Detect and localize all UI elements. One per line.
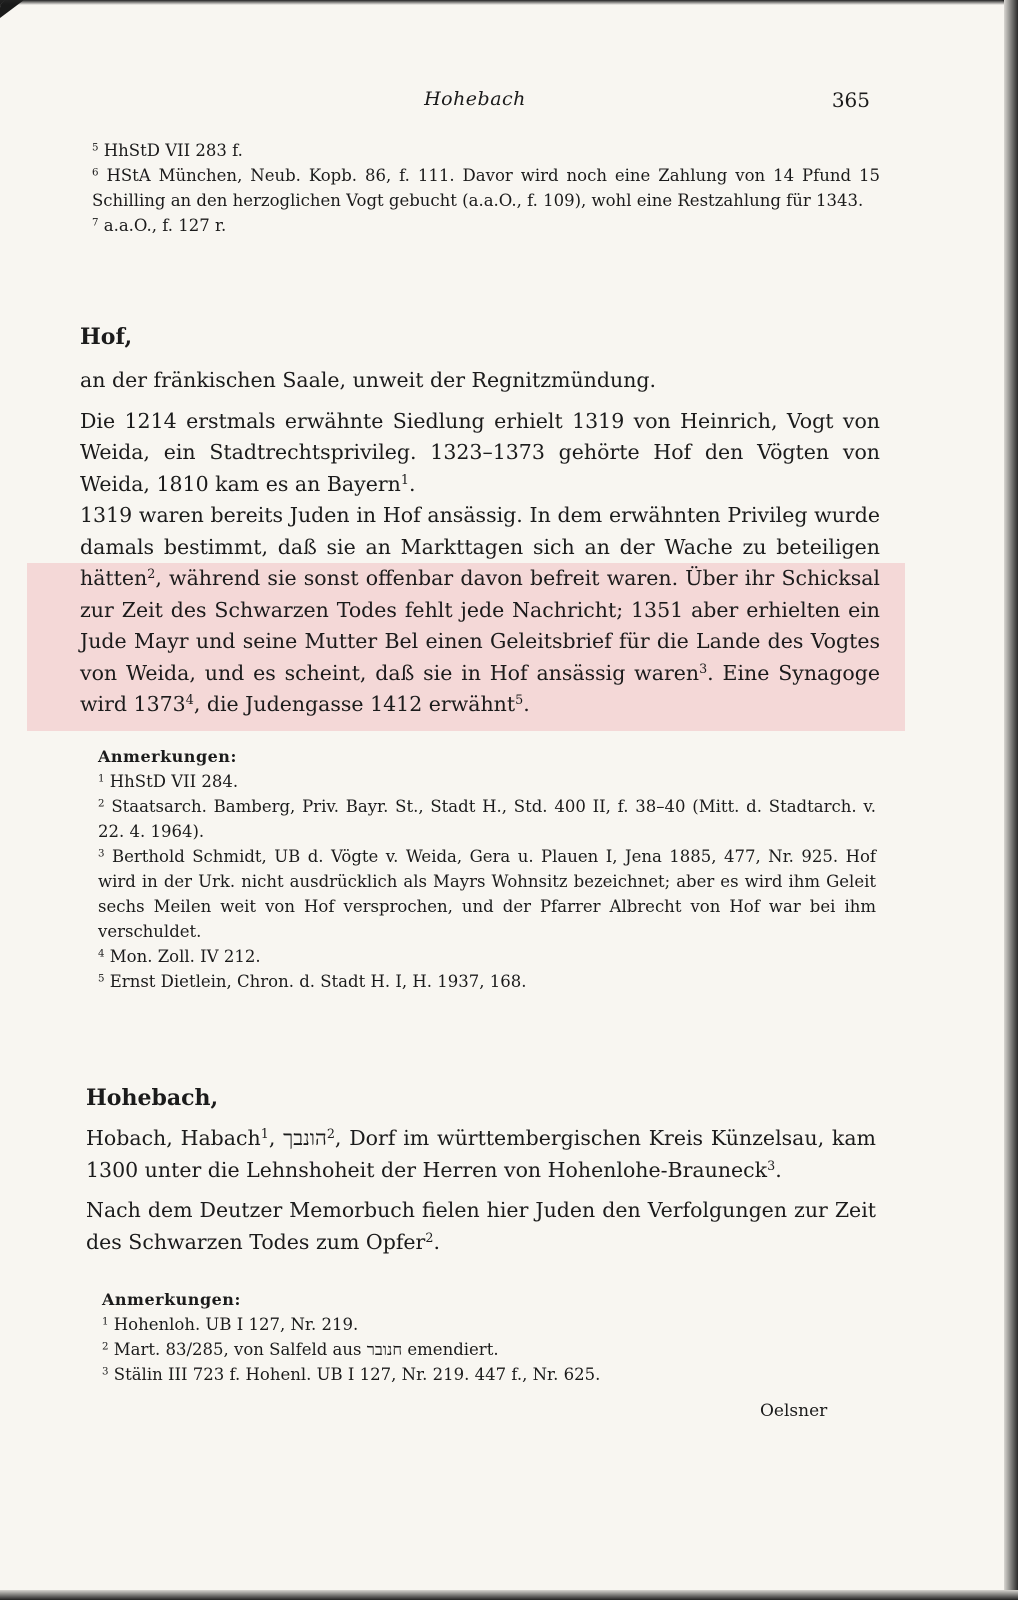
footnote-text: HhStD VII 283 f.	[103, 141, 243, 160]
footnote	[80, 163, 880, 213]
hohebach-paragraph-1	[86, 1123, 876, 1186]
footnote-ref: 4	[185, 692, 194, 708]
text: Nach dem Deutzer Memorbuch fielen hier Juden den Verfolgungen zur Zeit des Schwarzen Todes zum Opfer	[86, 1198, 876, 1254]
footnote-text: Stälin III 723 f. Hohenl. UB I 127, Nr. 219. 447 f., Nr. 625.	[113, 1365, 601, 1384]
footnote-ref: 1	[400, 471, 409, 487]
author-signature: Oelsner	[760, 1401, 828, 1421]
footnote-mark: 4	[98, 948, 105, 960]
footnote-mark: 7	[92, 217, 99, 229]
punct: .	[433, 1229, 440, 1254]
footnote-mark: 6	[92, 167, 99, 179]
footnote-mark: 3	[98, 848, 105, 860]
footnote	[86, 944, 876, 969]
bottom-shadow	[0, 1590, 1018, 1600]
footnote-mark: 1	[102, 1316, 109, 1328]
footnote-text: Hohenloh. UB I 127, Nr. 219.	[113, 1315, 359, 1334]
text: . Eine Synagoge wird 1373	[80, 660, 880, 716]
footnote-text: HhStD VII 284.	[109, 772, 239, 791]
running-header	[80, 88, 870, 118]
punct: .	[523, 692, 530, 716]
entry-title-hof: Hof,	[80, 324, 133, 350]
footnote-text: Staatsarch. Bamberg, Priv. Bayr. St., Stadt H., Std. 400 II, f. 38–40 (Mitt. d. Stadtarch. v. 22. 4. 1964).	[98, 797, 876, 841]
hof-paragraph-2	[80, 500, 880, 721]
footnote	[90, 1362, 876, 1387]
footnote	[86, 769, 876, 794]
hohebach-paragraph-2	[86, 1195, 876, 1258]
footnote-ref: 5	[515, 692, 524, 708]
footnotes-top	[80, 138, 880, 238]
footnote	[80, 213, 880, 238]
text: Hobach, Habach	[86, 1126, 261, 1150]
notes-heading: Anmerkungen:	[98, 747, 237, 766]
hof-body	[80, 365, 880, 721]
footnote-text: a.a.O., f. 127 r.	[103, 216, 227, 235]
text: 1319 waren bereits Juden in Hof ansässig. In dem erwähnten Privileg wurde damals bestimmt, daß sie an Markttagen sich an der Wache zu beteiligen hätten	[80, 503, 880, 590]
punct: ,	[268, 1126, 284, 1150]
footnote	[86, 794, 876, 844]
footnote-text: Ernst Dietlein, Chron. d. Stadt H. I, H. 1937, 168.	[109, 972, 527, 991]
hebrew-name: הונבך	[283, 1126, 327, 1150]
footnote	[90, 1312, 876, 1337]
footnote-ref: 2	[425, 1229, 434, 1245]
footnote-mark: 5	[92, 142, 99, 154]
footnote-text: Mon. Zoll. IV 212.	[109, 947, 261, 966]
footnote-ref: 2	[147, 566, 156, 582]
hof-subtitle: an der fränkischen Saale, unweit der Regnitzmündung.	[80, 368, 657, 392]
text: , die Judengasse 1412 erwähnt	[193, 692, 516, 716]
running-title: Hohebach	[424, 88, 526, 110]
footnote-ref: 3	[699, 660, 708, 676]
hof-notes	[86, 744, 876, 994]
footnote-text: emendiert.	[402, 1340, 499, 1359]
footnote-text: HStA München, Neub. Kopb. 86, f. 111. Davor wird noch eine Zahlung von 14 Pfund 15 Schilling an den herzoglichen Vogt gebucht (a.a.O., f. 109), wohl eine Restzahlung für 1343.	[92, 166, 880, 210]
punct: .	[775, 1157, 782, 1182]
notes-heading: Anmerkungen:	[102, 1290, 241, 1309]
hohebach-notes	[90, 1287, 876, 1387]
text: , während sie sonst offenbar davon befreit waren. Über ihr Schicksal zur Zeit des Schwarzen Todes fehlt jede Nachricht; 1351 aber erhielten ein Jude Mayr und seine Mutter Bel einen Geleitsbrief für die Lande des Vogtes von Weida, und es scheint, daß sie in Hof ansässig waren	[80, 566, 880, 685]
footnote	[86, 969, 876, 994]
footnote-mark: 3	[102, 1366, 109, 1378]
right-shadow	[1004, 0, 1018, 1600]
footnote-ref: 2	[326, 1126, 335, 1142]
punct: .	[408, 471, 416, 496]
text: , Dorf im württembergischen Kreis Künzelsau, kam 1300 unter die Lehnshoheit der Herren von Hohenlohe-Brauneck	[86, 1126, 876, 1182]
footnote	[90, 1337, 876, 1362]
footnote-mark: 2	[98, 798, 105, 810]
footnote	[86, 844, 876, 944]
page-number: 365	[831, 88, 870, 112]
footnote-mark: 5	[98, 973, 105, 985]
hohebach-body	[86, 1123, 876, 1258]
footnote-ref: 3	[767, 1157, 776, 1173]
footnote-ref: 1	[260, 1126, 269, 1142]
footnote-mark: 1	[98, 773, 105, 785]
entry-title-hohebach: Hohebach,	[86, 1085, 219, 1111]
top-shadow	[0, 0, 1018, 5]
footnote	[80, 138, 880, 163]
hof-paragraph-1	[80, 406, 880, 501]
footnote-text: Mart. 83/285, von Salfeld aus	[113, 1340, 367, 1359]
footnote-text: Berthold Schmidt, UB d. Vögte v. Weida, Gera u. Plauen I, Jena 1885, 477, Nr. 925. Hof wird in der Urk. nicht ausdrücklich als Mayrs Wohnsitz bezeichnet; aber es wird ihm Geleit sechs Meilen weit von Hof versprochen, und der Pfarrer Albrecht von Hof war bei ihm verschuldet.	[98, 847, 877, 941]
hebrew-name: חנובר	[366, 1340, 403, 1359]
text: Die 1214 erstmals erwähnte Siedlung erhielt 1319 von Heinrich, Vogt von Weida, ein Stadtrechtsprivileg. 1323–1373 gehörte Hof den Vögten von Weida, 1810 kam es an Bayern	[80, 408, 880, 496]
footnote-mark: 2	[102, 1341, 109, 1353]
